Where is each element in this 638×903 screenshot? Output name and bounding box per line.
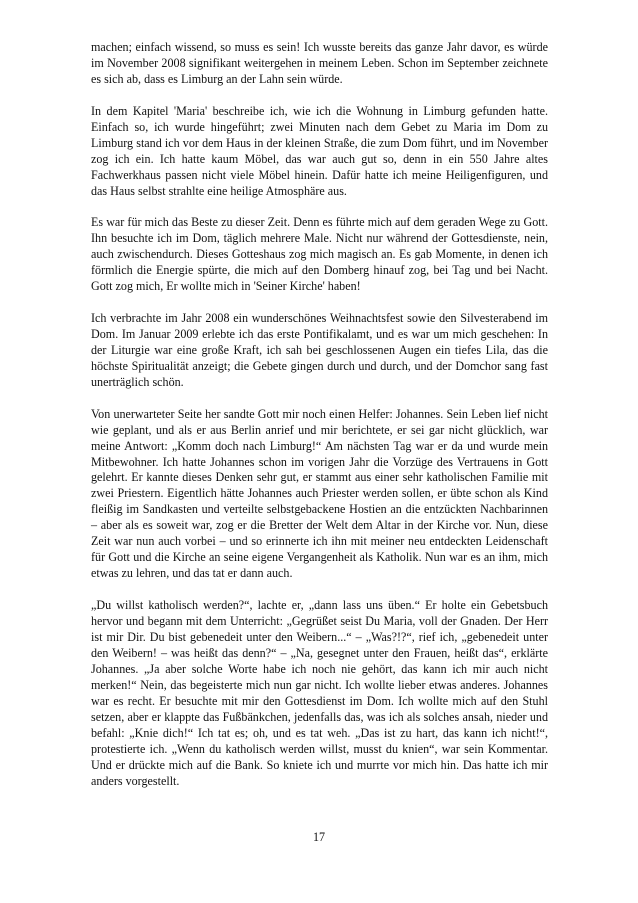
page-number: 17 (312, 830, 326, 844)
paragraph-5: Von unerwarteter Seite her sandte Gott mir noch einen Helfer: Johannes. Sein Leben lief nicht wie geplant, und als er aus Berlin anrief und mir berichtete, er sei gar nicht glücklich, war meine Antwort: „Komm doch nach Limburg!“ Am nächsten Tag war er da und wurde mein Mitbewohner. Ich hatte Johannes schon im vorigen Jahr die Vorzüge des Vertrauens in Gott gelehrt. Er kannte dieses Denken sehr gut, er stammt aus einer sehr katholischen Familie mit zwei Priestern. Eigentlich hätte Johannes auch Priester werden sollen, er übte schon als Kind fleißig im Sandkasten und verteilte selbstgebackene Hostien an die entzückten Nachbarinnen – aber als es soweit war, zog er die Bretter der Welt dem Altar in der Kirche vor. Nun, diese Zeit war nun auch vorbei – und so erinnerte ich ihn mit meiner neu entdeckten Leidenschaft für Gott und die Kirche an seine eigene Vergangenheit als Katholik. Nun war es an ihm, mich etwas zu lehren, und das tat er dann auch. (91, 406, 548, 581)
paragraph-4: Ich verbrachte im Jahr 2008 ein wunderschönes Weihnachtsfest sowie den Silvesterabend im Dom. Im Januar 2009 erlebte ich das erste Pontifikalamt, und es war um mich geschehen: In der Liturgie war eine große Kraft, ich sah bei geschlossenen Augen ein tiefes Lila, das die höchste Spiritualität anzeigt; die Gebete gingen durch und durch, und der Domchor sang fast unerträglich schön. (91, 311, 548, 389)
paragraph-6: „Du willst katholisch werden?“, lachte er, „dann lass uns üben.“ Er holte ein Gebetsbuch hervor und begann mit dem Unterricht: „Gegrüßet seist Du Maria, voll der Gnaden. Der Herr ist mir Dir. Du bist gebenedeit unter den Weibern...“ – „Was?!?“, rief ich, „gebenedeit unter den Weibern! – was heißt das denn?“ – „Na, gesegnet unter den Frauen, heißt das“, erklärte Johannes. „Ja aber solche Worte habe ich noch nie gehört, das kann ich mir auch nicht merken!“ Nein, das begeisterte mich nun gar nicht. Ich wollte lieber etwas anderes. Johannes war es recht. Er besuchte mit mir den Gottesdienst im Dom. Ich wollte mich auf den Stuhl setzen, aber er klappte das Fußbänkchen, jedenfalls das, was ich als solches ansah, nieder und befahl: „Knie dich!“ Ich tat es; oh, und es tat weh. „Das ist zu hart, das kann ich nicht!“, protestierte ich. „Wenn du katholisch werden willst, musst du knien“, war sein Kommentar. Und er drückte mich auf die Bank. So kniete ich und murrte vor mich hin. Das hatte ich mir anders vorgestellt. (91, 598, 548, 788)
paragraph-2: In dem Kapitel 'Maria' beschreibe ich, wie ich die Wohnung in Limburg gefunden hatte. Einfach so, ich wurde hingeführt; zwei Minuten nach dem Gebet zu Maria im Dom zu Limburg stand ich vor dem Haus in der kleinen Straße, die zum Dom führt, und im November zog ich ein. Ich hatte kaum Möbel, das war auch gut so, denn in ein 550 Jahre altes Fachwerkhaus passen nicht viele Möbel hinein. Dafür hatte ich meine Heiligenfiguren, und das Haus selbst strahlte eine heilige Atmosphäre aus. (91, 103, 548, 198)
paragraph-1: machen; einfach wissend, so muss es sein! Ich wusste bereits das ganze Jahr davor, es würde im November 2008 signifikant weitergehen in meinem Leben. Schon im September zeichnete es sich ab, dass es Limburg an der Lahn sein würde. (91, 40, 548, 86)
page-body-text (91, 40, 548, 805)
paragraph-3: Es war für mich das Beste zu dieser Zeit. Denn es führte mich auf dem geraden Wege zu Gott. Ihn besuchte ich im Dom, täglich mehrere Male. Nicht nur während der Gottesdienste, nein, auch zwischendurch. Dieses Gotteshaus zog mich magisch an. Es gab Momente, in denen ich förmlich die Energie spürte, die mich auf den Domberg hinauf zog, bei Tag und bei Nacht. Gott zog mich, Er wollte mich in 'Seiner Kirche' haben! (91, 215, 548, 294)
